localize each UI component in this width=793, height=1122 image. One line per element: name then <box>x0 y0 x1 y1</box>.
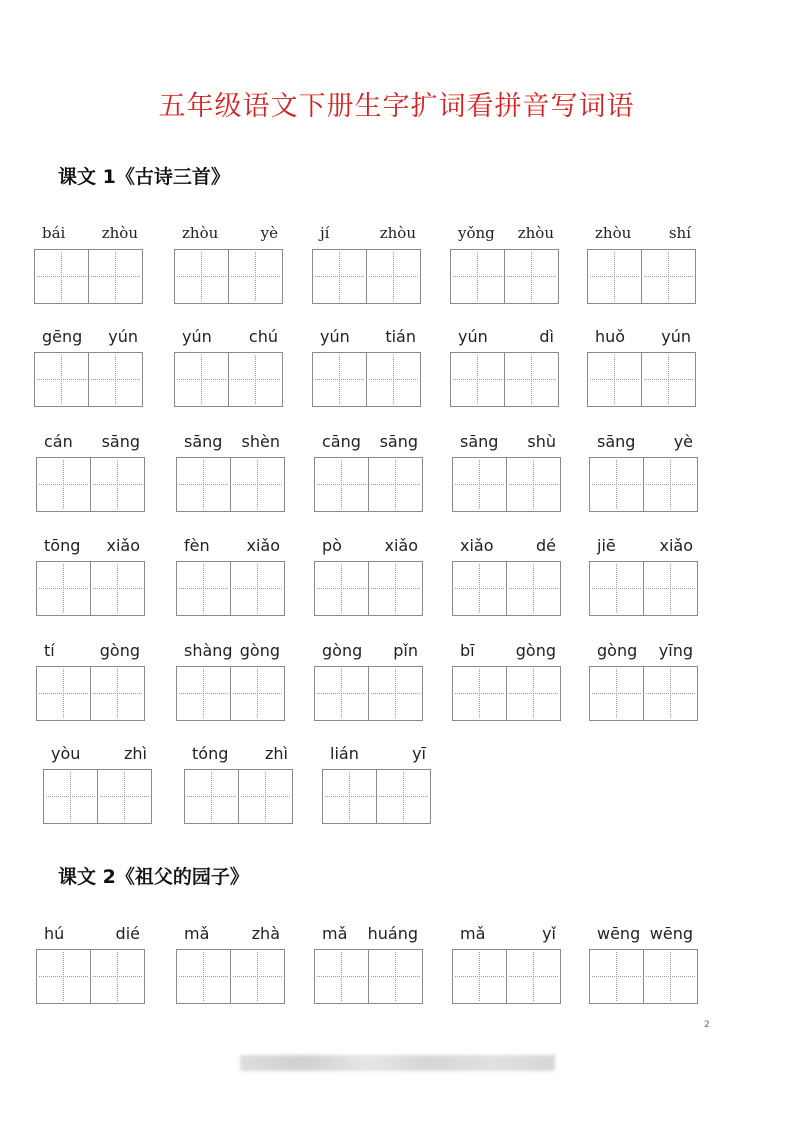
writing-grid <box>322 769 431 824</box>
pinyin-label <box>589 534 701 556</box>
writing-cell[interactable] <box>34 249 89 304</box>
pinyin-label <box>43 742 155 764</box>
writing-cell[interactable] <box>90 561 145 616</box>
pinyin-syllable: gòng <box>239 640 280 660</box>
pinyin-label <box>312 222 424 244</box>
writing-cell[interactable] <box>366 249 421 304</box>
page-title: 五年级语文下册生字扩词看拼音写词语 <box>158 91 635 122</box>
pinyin-syllable: gòng <box>99 640 140 660</box>
writing-cell[interactable] <box>314 666 369 721</box>
pinyin-syllable: mǎ <box>184 923 210 943</box>
blurred-footer-watermark <box>240 1055 555 1071</box>
writing-cell[interactable] <box>314 949 369 1004</box>
pinyin-syllable: sāng <box>184 431 223 451</box>
pinyin-label <box>36 639 148 661</box>
pinyin-syllable: tōng <box>44 535 81 555</box>
writing-grid <box>452 457 561 512</box>
writing-cell[interactable] <box>504 249 559 304</box>
pinyin-syllable: sāng <box>460 431 499 451</box>
writing-cell[interactable] <box>230 666 285 721</box>
writing-grid <box>452 666 561 721</box>
writing-cell[interactable] <box>312 249 367 304</box>
writing-grid <box>452 949 561 1004</box>
writing-cell[interactable] <box>452 457 507 512</box>
writing-cell[interactable] <box>230 561 285 616</box>
pinyin-syllable: gòng <box>322 640 363 660</box>
writing-cell[interactable] <box>36 561 91 616</box>
writing-cell[interactable] <box>506 949 561 1004</box>
pinyin-syllable: shí <box>668 224 691 242</box>
pinyin-syllable: yòu <box>51 743 81 763</box>
pinyin-label <box>450 222 562 244</box>
writing-grid <box>587 352 696 407</box>
writing-cell[interactable] <box>88 352 143 407</box>
pinyin-label <box>589 639 701 661</box>
writing-cell[interactable] <box>452 949 507 1004</box>
writing-cell[interactable] <box>376 769 431 824</box>
writing-cell[interactable] <box>230 457 285 512</box>
writing-cell[interactable] <box>587 249 642 304</box>
pinyin-label <box>450 325 562 347</box>
pinyin-label <box>452 534 564 556</box>
pinyin-label <box>314 922 426 944</box>
pinyin-syllable: mǎ <box>460 923 486 943</box>
pinyin-syllable: sāng <box>101 431 140 451</box>
pinyin-label <box>176 922 288 944</box>
writing-grid <box>452 561 561 616</box>
section-title-lesson-2: 课文 2《祖父的园子》 <box>58 866 249 888</box>
pinyin-syllable: sāng <box>597 431 636 451</box>
pinyin-label <box>36 922 148 944</box>
pinyin-syllable: yún <box>458 326 488 346</box>
pinyin-label <box>174 222 286 244</box>
pinyin-label <box>452 430 564 452</box>
writing-cell[interactable] <box>452 666 507 721</box>
pinyin-syllable: yè <box>673 431 693 451</box>
page-mark: 2 <box>704 1020 710 1030</box>
pinyin-syllable: tián <box>385 326 416 346</box>
writing-cell[interactable] <box>452 561 507 616</box>
writing-grid <box>314 561 423 616</box>
pinyin-syllable: zhòu <box>182 224 219 242</box>
writing-cell[interactable] <box>88 249 143 304</box>
pinyin-label <box>314 534 426 556</box>
pinyin-syllable: xiǎo <box>384 535 418 555</box>
writing-grid <box>43 769 152 824</box>
writing-cell[interactable] <box>368 666 423 721</box>
writing-grid <box>314 949 423 1004</box>
pinyin-syllable: yǒng <box>458 224 495 242</box>
pinyin-syllable: xiǎo <box>659 535 693 555</box>
writing-grid <box>312 249 421 304</box>
pinyin-syllable: zhì <box>265 743 288 763</box>
pinyin-syllable: bái <box>42 224 66 242</box>
writing-grid <box>184 769 293 824</box>
pinyin-label <box>587 222 699 244</box>
pinyin-syllable: tí <box>44 640 55 660</box>
pinyin-syllable: xiǎo <box>460 535 494 555</box>
writing-cell[interactable] <box>322 769 377 824</box>
pinyin-syllable: zhà <box>251 923 280 943</box>
pinyin-label <box>322 742 434 764</box>
writing-cell[interactable] <box>314 561 369 616</box>
pinyin-syllable: yīng <box>658 640 693 660</box>
writing-cell[interactable] <box>506 561 561 616</box>
writing-cell[interactable] <box>589 561 644 616</box>
pinyin-syllable: lián <box>330 743 359 763</box>
writing-cell[interactable] <box>97 769 152 824</box>
writing-grid <box>174 352 283 407</box>
writing-cell[interactable] <box>176 457 231 512</box>
writing-cell[interactable] <box>368 561 423 616</box>
writing-cell[interactable] <box>589 949 644 1004</box>
pinyin-syllable: jiē <box>597 535 616 555</box>
pinyin-syllable: shèn <box>241 431 280 451</box>
writing-cell[interactable] <box>176 561 231 616</box>
pinyin-syllable: shàng <box>184 640 233 660</box>
pinyin-syllable: dì <box>539 326 554 346</box>
pinyin-syllable: yún <box>182 326 212 346</box>
writing-grid <box>34 352 143 407</box>
writing-cell[interactable] <box>36 949 91 1004</box>
pinyin-label <box>176 430 288 452</box>
writing-cell[interactable] <box>312 352 367 407</box>
writing-cell[interactable] <box>368 949 423 1004</box>
pinyin-syllable: bī <box>460 640 475 660</box>
pinyin-syllable: chú <box>248 326 278 346</box>
writing-grid <box>589 949 698 1004</box>
pinyin-label <box>34 325 146 347</box>
writing-cell[interactable] <box>43 769 98 824</box>
pinyin-syllable: fèn <box>184 535 210 555</box>
pinyin-syllable: wēng <box>597 923 641 943</box>
pinyin-syllable: xiǎo <box>246 535 280 555</box>
pinyin-syllable: mǎ <box>322 923 348 943</box>
pinyin-syllable: zhì <box>124 743 147 763</box>
writing-grid <box>450 352 559 407</box>
writing-cell[interactable] <box>368 457 423 512</box>
writing-grid <box>314 457 423 512</box>
writing-grid <box>36 666 145 721</box>
pinyin-syllable: zhòu <box>101 224 138 242</box>
writing-cell[interactable] <box>228 352 283 407</box>
pinyin-label <box>176 639 288 661</box>
writing-grid <box>36 561 145 616</box>
pinyin-syllable: yún <box>320 326 350 346</box>
pinyin-syllable: yǐ <box>542 923 556 943</box>
pinyin-label <box>587 325 699 347</box>
writing-cell[interactable] <box>228 249 283 304</box>
pinyin-label <box>36 430 148 452</box>
pinyin-syllable: jí <box>320 224 330 242</box>
pinyin-syllable: huáng <box>367 923 418 943</box>
pinyin-label <box>174 325 286 347</box>
pinyin-label <box>452 922 564 944</box>
writing-cell[interactable] <box>90 949 145 1004</box>
writing-grid <box>174 249 283 304</box>
writing-cell[interactable] <box>643 949 698 1004</box>
writing-cell[interactable] <box>504 352 559 407</box>
writing-cell[interactable] <box>506 457 561 512</box>
writing-cell[interactable] <box>450 352 505 407</box>
section-title-lesson-1: 课文 1《古诗三首》 <box>58 166 230 188</box>
writing-grid <box>589 561 698 616</box>
pinyin-syllable: pò <box>322 535 342 555</box>
pinyin-label <box>176 534 288 556</box>
writing-cell[interactable] <box>589 666 644 721</box>
pinyin-syllable: huǒ <box>595 326 626 346</box>
pinyin-syllable: yún <box>108 326 138 346</box>
writing-cell[interactable] <box>176 949 231 1004</box>
pinyin-syllable: wēng <box>649 923 693 943</box>
writing-cell[interactable] <box>90 457 145 512</box>
pinyin-syllable: tóng <box>192 743 229 763</box>
writing-cell[interactable] <box>90 666 145 721</box>
writing-cell[interactable] <box>641 249 696 304</box>
writing-cell[interactable] <box>34 352 89 407</box>
writing-cell[interactable] <box>450 249 505 304</box>
pinyin-syllable: zhòu <box>595 224 632 242</box>
writing-cell[interactable] <box>174 352 229 407</box>
pinyin-syllable: sāng <box>379 431 418 451</box>
pinyin-label <box>36 534 148 556</box>
writing-cell[interactable] <box>587 352 642 407</box>
writing-grid <box>312 352 421 407</box>
writing-cell[interactable] <box>643 666 698 721</box>
writing-cell[interactable] <box>184 769 239 824</box>
pinyin-label <box>314 430 426 452</box>
pinyin-label <box>452 639 564 661</box>
pinyin-label <box>312 325 424 347</box>
writing-cell[interactable] <box>176 666 231 721</box>
pinyin-syllable: pǐn <box>393 640 418 660</box>
pinyin-label <box>589 430 701 452</box>
writing-cell[interactable] <box>641 352 696 407</box>
writing-cell[interactable] <box>36 457 91 512</box>
writing-cell[interactable] <box>36 666 91 721</box>
writing-grid <box>176 457 285 512</box>
pinyin-syllable: zhòu <box>517 224 554 242</box>
writing-cell[interactable] <box>238 769 293 824</box>
pinyin-syllable: cāng <box>322 431 361 451</box>
writing-grid <box>34 249 143 304</box>
pinyin-syllable: dié <box>115 923 140 943</box>
pinyin-label <box>34 222 146 244</box>
writing-grid <box>587 249 696 304</box>
writing-grid <box>176 666 285 721</box>
pinyin-syllable: zhòu <box>379 224 416 242</box>
writing-cell[interactable] <box>589 457 644 512</box>
pinyin-syllable: shù <box>527 431 556 451</box>
pinyin-syllable: xiǎo <box>106 535 140 555</box>
writing-grid <box>36 457 145 512</box>
writing-cell[interactable] <box>230 949 285 1004</box>
writing-grid <box>314 666 423 721</box>
writing-grid <box>176 949 285 1004</box>
writing-cell[interactable] <box>366 352 421 407</box>
pinyin-label <box>314 639 426 661</box>
pinyin-syllable: cán <box>44 431 73 451</box>
pinyin-syllable: gòng <box>597 640 638 660</box>
writing-cell[interactable] <box>314 457 369 512</box>
writing-cell[interactable] <box>174 249 229 304</box>
writing-grid <box>589 666 698 721</box>
pinyin-syllable: yè <box>260 224 278 242</box>
pinyin-syllable: gòng <box>515 640 556 660</box>
pinyin-syllable: hú <box>44 923 65 943</box>
writing-cell[interactable] <box>643 457 698 512</box>
pinyin-label <box>184 742 296 764</box>
pinyin-label <box>589 922 701 944</box>
pinyin-syllable: dé <box>536 535 556 555</box>
writing-cell[interactable] <box>506 666 561 721</box>
pinyin-syllable: yī <box>412 743 426 763</box>
writing-grid <box>176 561 285 616</box>
pinyin-syllable: yún <box>661 326 691 346</box>
writing-cell[interactable] <box>643 561 698 616</box>
writing-grid <box>36 949 145 1004</box>
pinyin-syllable: gēng <box>42 326 83 346</box>
writing-grid <box>589 457 698 512</box>
writing-grid <box>450 249 559 304</box>
